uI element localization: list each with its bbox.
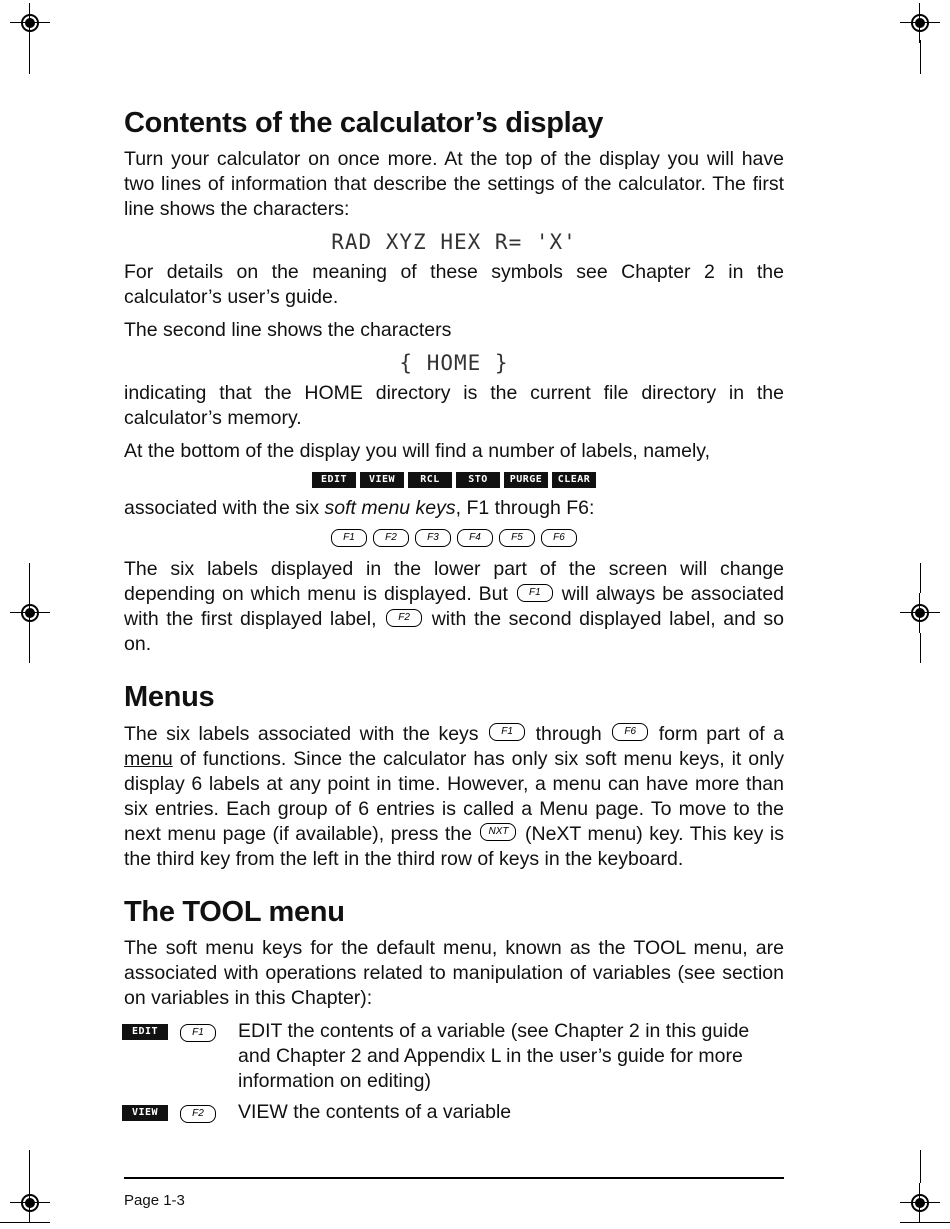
trim-line xyxy=(29,1150,30,1183)
text-fragment: , F1 through F6: xyxy=(455,497,595,520)
paragraph: indicating that the HOME directory is the current file directory in the calculator’s memory. xyxy=(124,382,784,430)
list-item xyxy=(122,1019,784,1094)
trim-line xyxy=(920,633,921,663)
trim-line xyxy=(0,1222,50,1223)
display-line-2: { HOME } xyxy=(399,351,509,376)
key-f6-icon: F6 xyxy=(541,529,577,547)
section-heading-display: Contents of the calculator’s display xyxy=(124,107,604,139)
text-fragment: with the second displayed label, and so on. xyxy=(124,608,785,656)
section-heading-menus: Menus xyxy=(124,681,215,714)
emphasis-soft-menu-keys: soft menu keys xyxy=(324,497,456,520)
paragraph: The second line shows the characters xyxy=(124,319,452,342)
page-content xyxy=(124,105,784,1125)
registration-mark-bottom-right xyxy=(900,1183,940,1223)
paragraph xyxy=(124,496,784,521)
trim-line xyxy=(920,1150,921,1183)
paragraph xyxy=(124,722,784,872)
text-fragment: The six labels displayed in the lower part of the screen will change depending on which menu is displayed. But xyxy=(124,558,784,606)
display-line-1: RAD XYZ HEX R= 'X' xyxy=(331,230,577,255)
text-fragment: The six labels associated with the keys xyxy=(124,722,479,745)
paragraph: Turn your calculator on once more. At the top of the display you will have two lines of information that describe the settings of the calculator. The first line shows the characters: xyxy=(124,148,784,221)
function-keys xyxy=(124,529,784,547)
trim-line xyxy=(29,563,30,593)
key-nxt-icon: NXT xyxy=(480,823,516,841)
soft-label-sto: STO xyxy=(456,472,500,488)
key-f1-icon: F1 xyxy=(489,723,525,741)
key-f1-icon: F1 xyxy=(331,529,367,547)
key-f6-icon: F6 xyxy=(612,723,648,741)
paragraph: The soft menu keys for the default menu, known as the TOOL menu, are associated with operations related to manipulation of variables (see section on variables in this Chapter): xyxy=(124,936,784,1009)
text-fragment: will always be associated with the first displayed label, xyxy=(124,583,785,631)
key-f1-icon: F1 xyxy=(180,1024,216,1042)
text-fragment: through xyxy=(535,722,602,745)
underlined-menu: menu xyxy=(124,747,173,770)
soft-label-view: VIEW xyxy=(360,472,404,488)
footer-rule xyxy=(124,1177,784,1179)
trim-line xyxy=(920,40,921,74)
list-item xyxy=(122,1100,784,1125)
text-fragment: form part of a xyxy=(658,722,785,745)
key-f5-icon: F5 xyxy=(499,529,535,547)
registration-mark-top-right xyxy=(900,3,940,43)
registration-mark-top-left xyxy=(10,3,50,43)
registration-mark-mid-right xyxy=(900,593,940,633)
key-f2-icon: F2 xyxy=(180,1105,216,1123)
registration-mark-mid-left xyxy=(10,593,50,633)
key-f2-icon: F2 xyxy=(386,609,422,627)
soft-label-view: VIEW xyxy=(122,1105,168,1121)
soft-label-clear: CLEAR xyxy=(552,472,596,488)
text-fragment: associated with the six xyxy=(124,497,325,520)
text-fragment: of functions. Since the calculator has only six soft menu keys, it only display 6 labels at any point in time. However, a menu can have more than six entries. Each group of 6 entries is called a Menu page. To move to the next menu page (if available), press the xyxy=(124,747,785,845)
page-number: Page 1-3 xyxy=(124,1192,185,1209)
paragraph: At the bottom of the display you will find a number of labels, namely, xyxy=(124,440,711,463)
key-f3-icon: F3 xyxy=(415,529,451,547)
text-fragment: (NeXT menu) key. This key is the third key from the left in the third row of keys in the keyboard. xyxy=(124,822,785,870)
soft-label-purge: PURGE xyxy=(504,472,548,488)
soft-label-edit: EDIT xyxy=(122,1024,168,1040)
soft-label-edit: EDIT xyxy=(312,472,356,488)
trim-line xyxy=(29,40,30,74)
soft-label-rcl: RCL xyxy=(408,472,452,488)
item-description: VIEW the contents of a variable xyxy=(238,1100,512,1123)
trim-line xyxy=(900,1222,950,1223)
registration-mark-bottom-left xyxy=(10,1183,50,1223)
key-f1-icon: F1 xyxy=(517,584,553,602)
trim-line xyxy=(29,633,30,663)
soft-menu-labels xyxy=(124,472,784,488)
item-description: EDIT the contents of a variable (see Chapter 2 in this guide and Chapter 2 and Appendix L in the user’s guide for more information on editing) xyxy=(238,1019,750,1092)
key-f4-icon: F4 xyxy=(457,529,493,547)
paragraph xyxy=(124,557,784,657)
trim-line xyxy=(920,563,921,593)
paragraph: For details on the meaning of these symbols see Chapter 2 in the calculator’s user’s guide. xyxy=(124,261,784,309)
key-f2-icon: F2 xyxy=(373,529,409,547)
section-heading-tool-menu: The TOOL menu xyxy=(124,895,345,928)
